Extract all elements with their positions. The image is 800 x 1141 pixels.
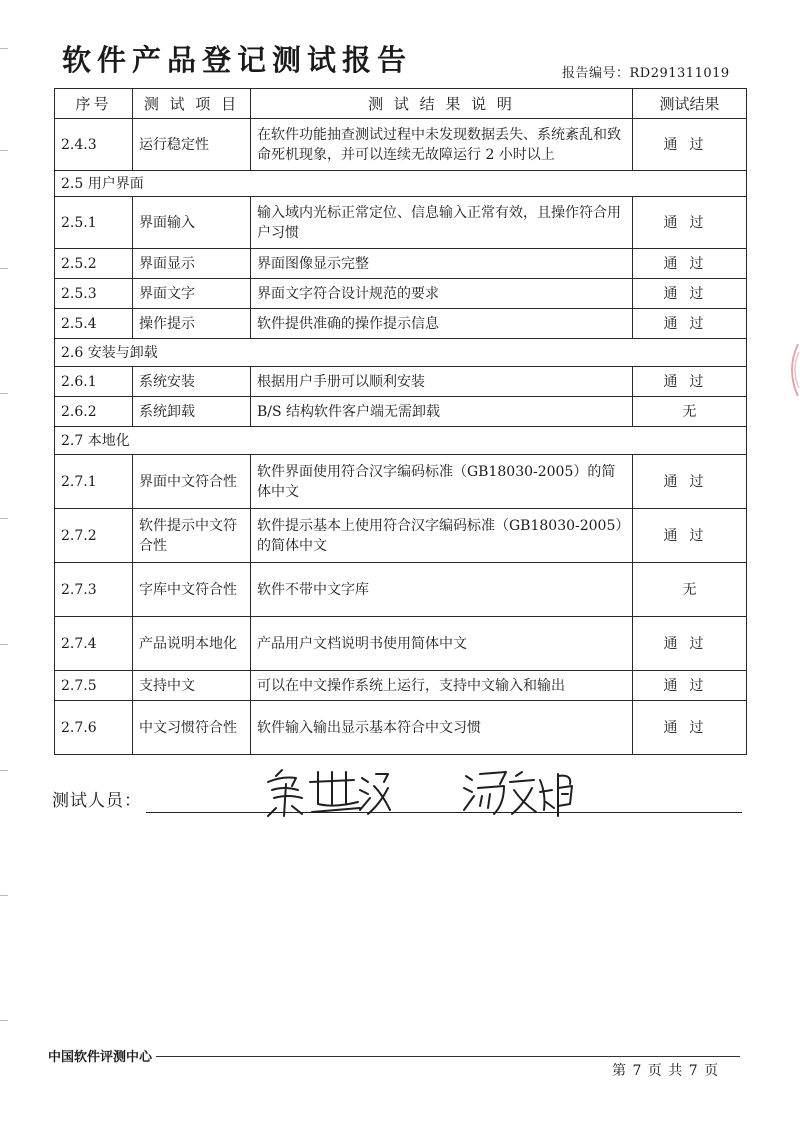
row-number: 2.7.6	[55, 701, 133, 755]
row-number: 2.5.4	[55, 309, 133, 339]
table-row	[55, 309, 747, 339]
row-description: 界面文字符合设计规范的要求	[251, 279, 633, 309]
table-row	[55, 563, 747, 617]
row-item: 支持中文	[133, 671, 251, 701]
row-number: 2.6.2	[55, 397, 133, 427]
row-result: 无	[633, 397, 747, 427]
row-number: 2.5.1	[55, 197, 133, 249]
table-row	[55, 509, 747, 563]
binding-mark	[0, 518, 8, 519]
binding-mark	[0, 268, 8, 269]
row-item: 运行稳定性	[133, 119, 251, 171]
row-item: 界面输入	[133, 197, 251, 249]
row-description: 软件提示基本上使用符合汉字编码标准（GB18030-2005）的简体中文	[251, 509, 633, 563]
row-description: 输入域内光标正常定位、信息输入正常有效，且操作符合用户习惯	[251, 197, 633, 249]
row-result: 无	[633, 563, 747, 617]
col-header-result: 测试结果	[633, 89, 747, 119]
report-number: 报告编号：RD291311019	[562, 66, 730, 81]
row-number: 2.7.4	[55, 617, 133, 671]
table-row	[55, 397, 747, 427]
binding-mark	[0, 895, 8, 896]
binding-mark	[0, 644, 8, 645]
row-description: 根据用户手册可以顺利安装	[251, 367, 633, 397]
row-result: 通过	[633, 671, 747, 701]
table-row	[55, 279, 747, 309]
row-number: 2.7.1	[55, 455, 133, 509]
page-indicator: 第 7 页 共 7 页	[612, 1063, 720, 1079]
test-results-table	[54, 88, 747, 755]
binding-mark	[0, 393, 8, 394]
signature-line	[146, 812, 742, 813]
tester-label: 测试人员：	[52, 791, 142, 811]
table-header-row	[55, 89, 747, 119]
row-item: 系统卸载	[133, 397, 251, 427]
signature-2	[460, 764, 580, 826]
table-row	[55, 367, 747, 397]
col-header-number: 序号	[55, 89, 133, 119]
table-row	[55, 617, 747, 671]
seal-edge-mark	[782, 340, 800, 400]
table-row	[55, 119, 747, 171]
table-row	[55, 671, 747, 701]
row-result: 通过	[633, 701, 747, 755]
row-item: 中文习惯符合性	[133, 701, 251, 755]
row-description: 可以在中文操作系统上运行，支持中文输入和输出	[251, 671, 633, 701]
row-item: 软件提示中文符合性	[133, 509, 251, 563]
row-result: 通过	[633, 617, 747, 671]
row-result: 通过	[633, 119, 747, 171]
table-row	[55, 701, 747, 755]
row-number: 2.7.3	[55, 563, 133, 617]
row-number: 2.4.3	[55, 119, 133, 171]
row-description: 软件输入输出显示基本符合中文习惯	[251, 701, 633, 755]
footer-organization: 中国软件评测中心	[48, 1046, 156, 1065]
row-result: 通过	[633, 309, 747, 339]
col-header-item: 测 试 项 目	[133, 89, 251, 119]
row-result: 通过	[633, 249, 747, 279]
row-result: 通过	[633, 279, 747, 309]
row-result: 通过	[633, 509, 747, 563]
row-number: 2.7.5	[55, 671, 133, 701]
row-description: 软件不带中文字库	[251, 563, 633, 617]
binding-mark	[0, 48, 8, 49]
section-row	[55, 339, 747, 367]
signature-1	[262, 764, 392, 826]
row-description: 软件提供准确的操作提示信息	[251, 309, 633, 339]
section-row	[55, 427, 747, 455]
row-item: 界面文字	[133, 279, 251, 309]
row-description: B/S 结构软件客户端无需卸载	[251, 397, 633, 427]
row-description: 界面图像显示完整	[251, 249, 633, 279]
row-number: 2.6.1	[55, 367, 133, 397]
row-item: 产品说明本地化	[133, 617, 251, 671]
row-result: 通过	[633, 455, 747, 509]
row-description: 软件界面使用符合汉字编码标准（GB18030-2005）的简体中文	[251, 455, 633, 509]
binding-mark	[0, 150, 8, 151]
row-description: 产品用户文档说明书使用简体中文	[251, 617, 633, 671]
row-item: 字库中文符合性	[133, 563, 251, 617]
row-number: 2.7.2	[55, 509, 133, 563]
row-number: 2.5.2	[55, 249, 133, 279]
table-row	[55, 455, 747, 509]
row-item: 操作提示	[133, 309, 251, 339]
col-header-description: 测 试 结 果 说 明	[251, 89, 633, 119]
row-item: 界面显示	[133, 249, 251, 279]
row-result: 通过	[633, 367, 747, 397]
row-description: 在软件功能抽查测试过程中未发现数据丢失、系统紊乱和致命死机现象，并可以连续无故障运行 2 小时以上	[251, 119, 633, 171]
row-result: 通过	[633, 197, 747, 249]
section-row	[55, 171, 747, 197]
row-item: 界面中文符合性	[133, 455, 251, 509]
row-number: 2.5.3	[55, 279, 133, 309]
page-title: 软件产品登记测试报告	[62, 43, 413, 77]
binding-mark	[0, 770, 8, 771]
section-title: 2.7 本地化	[55, 427, 747, 455]
table-row	[55, 197, 747, 249]
section-title: 2.5 用户界面	[55, 171, 747, 197]
row-item: 系统安装	[133, 367, 251, 397]
section-title: 2.6 安装与卸载	[55, 339, 747, 367]
binding-mark	[0, 1020, 8, 1021]
table-row	[55, 249, 747, 279]
